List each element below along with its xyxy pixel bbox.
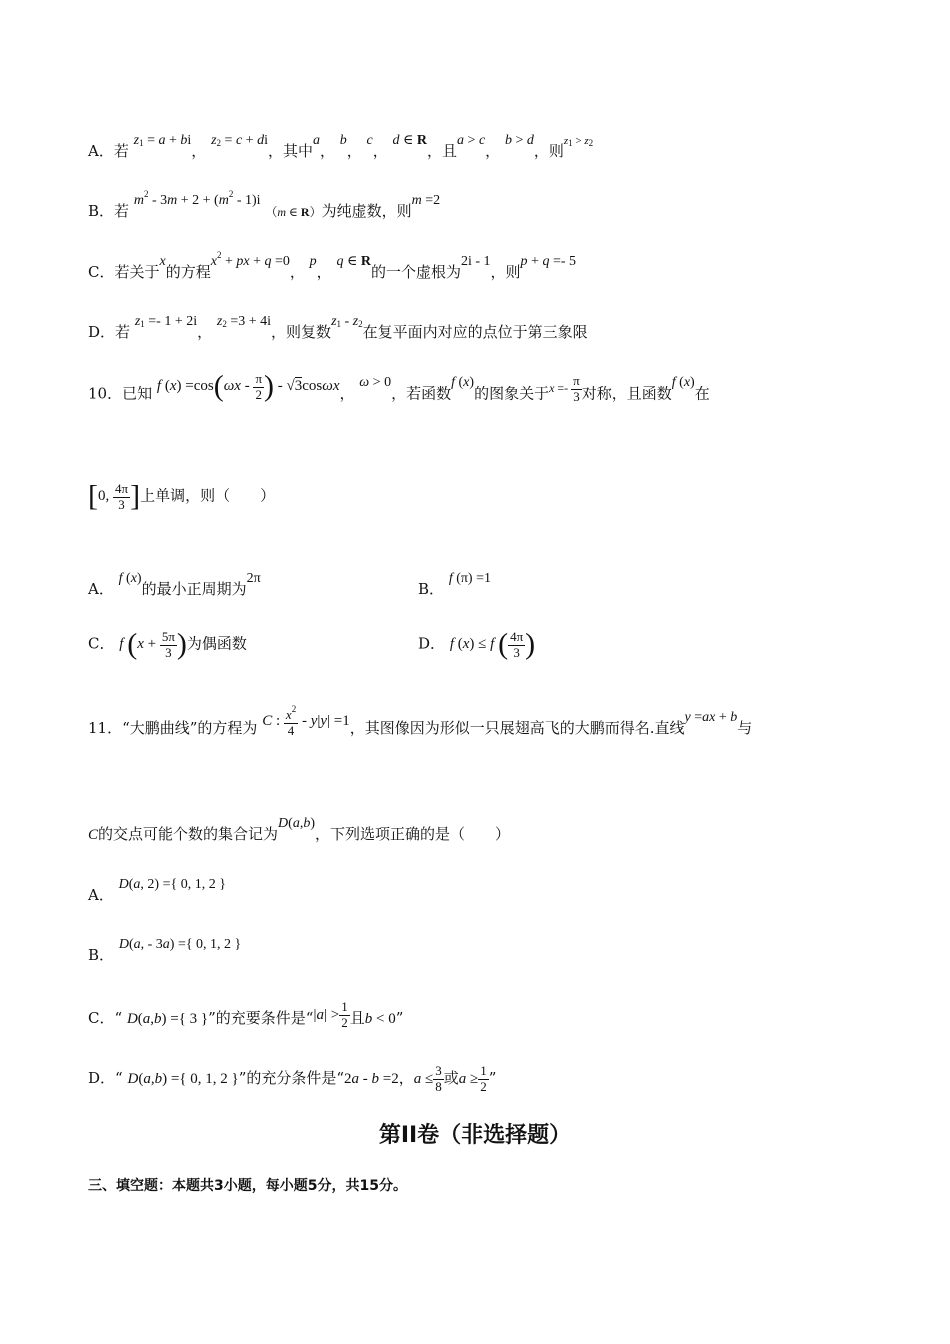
q10-option-b: B． f (π) =1 (418, 571, 491, 598)
formula: $m^2 - 3m + 2 + (m^2 - 1)i$ (133, 189, 261, 208)
formula: [0, $\frac{4\pi}{3}$ ] (88, 480, 141, 513)
q9-option-c: C．若关于x的方程$x^2$ + px + q =0， p， q ∈ R的一个虚根为2i - 1，则p + q =- 5 (88, 250, 577, 281)
q11-option-c: C．“ D(a,b) ={ 3 }”的充要条件是“|a| > $\frac{1}{2}$ 且b < 0” (88, 999, 404, 1030)
q10-option-a: A． f (x)的最小正周期为2π (88, 571, 261, 598)
q10-option-d: D． f (x) ≤ f ( $\frac{4\pi}{3}$ ) (418, 628, 536, 661)
section-3-heading: 三、填空题：本题共3小题，每小题5分，共15分。 (88, 1178, 407, 1194)
formula: $z_1 = a$ + bi (133, 133, 192, 148)
q11-stem-cont: C的交点可能个数的集合记为D(a,b)，下列选项正确的是（ ） (88, 816, 511, 843)
part2-title: 第II卷（非选择题） (378, 1123, 572, 1148)
formula: f (x + $\frac{5\pi}{3}$ ) (119, 628, 187, 661)
q9-option-a: A．若 $z_1 = a$ + bi， $z_2 = c$ + di，其中a， b， c， d ∈ R，且a > c， b > d，则$^{z_1 > z_2}$ (88, 133, 594, 160)
q10-stem: 10．已知 f (x) =cos(ωx - $\frac{\pi}{2}$ ) - √3cosωx， ω > 0，若函数f (x)的图象关于$^{x =- \frac{\pi}{3}}$ 对称，且函数f (x)在 (88, 370, 710, 405)
q11-option-d: D．“ D(a,b) ={ 0, 1, 2 }”的充分条件是“2a - b =2，a ≤ $\frac{3}{8}$ 或a ≥ $\frac{1}{2}$ ” (88, 1063, 497, 1094)
formula: f (x) =cos(ωx - $\frac{\pi}{2}$ ) - √3cosωx (156, 370, 340, 403)
q10-option-c: C． f (x + $\frac{5\pi}{3}$ )为偶函数 (88, 628, 247, 661)
formula: $x^2$ + px + q =0 (210, 250, 290, 269)
formula: f (x) ≤ f ( $\frac{4\pi}{3}$ ) (449, 628, 536, 661)
q11-option-b: B． D(a, - 3a) ={ 0, 1, 2 } (88, 937, 242, 964)
q11-stem: 11．“大鹏曲线”的方程为 C : $\frac{x^2}{4}$ - y|y| =1，其图像因为形似一只展翅高飞的大鹏而得名.直线y =ax + b与 (88, 704, 753, 738)
q10-stem-cont: [0, $\frac{4\pi}{3}$ ]上单调，则（ ） (88, 480, 276, 513)
q9-option-b: B．若 $m^2 - 3m + 2 + (m^2 - 1)i$ （m ∈ R）为纯虚数，则m =2 (88, 189, 441, 220)
q11-option-a: A． D(a, 2) ={ 0, 1, 2 } (88, 877, 226, 904)
formula: C : $\frac{x^2}{4}$ - y|y| =1 (262, 704, 350, 738)
formula: $z_2 =3 + 4i$ (216, 314, 272, 329)
formula: $z_2 = c$ + di (211, 133, 268, 148)
formula: $z_1 =- 1 + 2i$ (134, 314, 198, 329)
q9-option-d: D．若 $z_1 =- 1 + 2i$， $z_2 =3 + 4i$，则复数$z_1 - z_2$在复平面内对应的点位于第三象限 (88, 314, 588, 341)
